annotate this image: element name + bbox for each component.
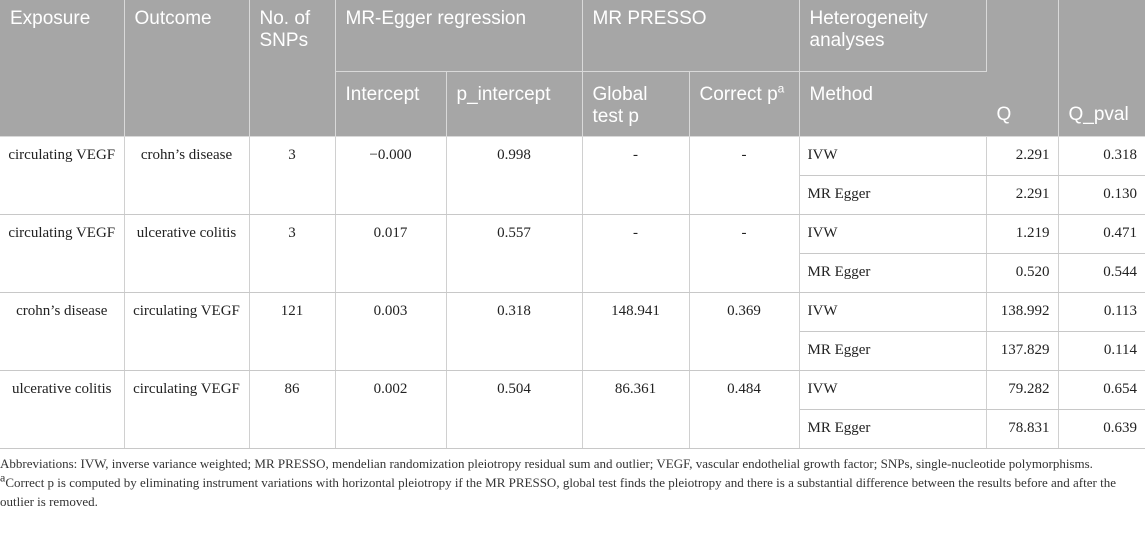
cell-method: IVW [799,371,986,410]
table-row [0,215,1145,254]
cell-correct-p: - [689,215,799,293]
cell-global-test-p: 148.941 [582,293,689,371]
cell-q: 79.282 [986,371,1058,410]
header-heterogeneity: Heterogeneity analyses [799,0,986,72]
cell-snps: 86 [249,371,335,449]
cell-global-test-p: 86.361 [582,371,689,449]
header-snps: No. of SNPs [249,0,335,137]
table-row [0,371,1145,410]
cell-method: IVW [799,293,986,332]
cell-exposure: ulcerative colitis [0,371,124,449]
cell-q: 78.831 [986,410,1058,449]
cell-correct-p: - [689,137,799,215]
cell-q-pval: 0.654 [1058,371,1145,410]
cell-snps: 3 [249,215,335,293]
correct-p-note-text: Correct p is computed by eliminating instrument variations with horizontal pleiotropy if the MR PRESSO, global test finds the pleiotropy and there is a substantial difference between the results before and after the outlier is removed. [0,475,1116,509]
cell-p-intercept: 0.318 [446,293,582,371]
header-global-test: Global test p [582,72,689,137]
cell-global-test-p: - [582,215,689,293]
cell-q: 138.992 [986,293,1058,332]
header-exposure: Exposure [0,0,124,137]
cell-q-pval: 0.639 [1058,410,1145,449]
header-method: Method [799,72,986,137]
cell-outcome: circulating VEGF [124,371,249,449]
cell-q-pval: 0.113 [1058,293,1145,332]
header-q: Q [986,0,1058,137]
header-outcome: Outcome [124,0,249,137]
header-q-pval: Q_pval [1058,0,1145,137]
header-mr-egger: MR-Egger regression [335,0,582,72]
header-correct-p [689,72,799,137]
cell-snps: 121 [249,293,335,371]
table-body [0,137,1145,449]
cell-q: 2.291 [986,137,1058,176]
cell-method: IVW [799,137,986,176]
correct-p-note [0,470,1140,511]
cell-p-intercept: 0.504 [446,371,582,449]
header-correct-p-label: Correct p [699,84,778,105]
cell-q-pval: 0.318 [1058,137,1145,176]
cell-method: MR Egger [799,176,986,215]
cell-q: 2.291 [986,176,1058,215]
cell-method: MR Egger [799,410,986,449]
cell-p-intercept: 0.998 [446,137,582,215]
cell-q: 1.219 [986,215,1058,254]
table-footnotes [0,454,1140,511]
cell-method: MR Egger [799,332,986,371]
cell-global-test-p: - [582,137,689,215]
cell-method: IVW [799,215,986,254]
cell-intercept: 0.003 [335,293,446,371]
cell-q-pval: 0.130 [1058,176,1145,215]
cell-correct-p: 0.484 [689,371,799,449]
cell-method: MR Egger [799,254,986,293]
header-intercept: Intercept [335,72,446,137]
footnote-marker: a [777,81,785,96]
cell-q: 137.829 [986,332,1058,371]
cell-intercept: 0.002 [335,371,446,449]
cell-q-pval: 0.544 [1058,254,1145,293]
cell-exposure: circulating VEGF [0,137,124,215]
cell-p-intercept: 0.557 [446,215,582,293]
cell-exposure: circulating VEGF [0,215,124,293]
cell-intercept: −0.000 [335,137,446,215]
table-row [0,137,1145,176]
cell-snps: 3 [249,137,335,215]
cell-outcome: ulcerative colitis [124,215,249,293]
cell-outcome: circulating VEGF [124,293,249,371]
cell-intercept: 0.017 [335,215,446,293]
cell-q-pval: 0.114 [1058,332,1145,371]
cell-outcome: crohn’s disease [124,137,249,215]
table-row [0,293,1145,332]
footnote-marker-a: a [0,470,6,485]
cell-exposure: crohn’s disease [0,293,124,371]
cell-correct-p: 0.369 [689,293,799,371]
header-mr-presso: MR PRESSO [582,0,799,72]
header-p-intercept: p_intercept [446,72,582,137]
cell-q: 0.520 [986,254,1058,293]
cell-q-pval: 0.471 [1058,215,1145,254]
abbreviations-note: Abbreviations: IVW, inverse variance weighted; MR PRESSO, mendelian randomization pleiotropy residual sum and outlier; VEGF, vascular endothelial growth factor; SNPs, single-nucleotide polymorphisms. [0,456,1093,471]
